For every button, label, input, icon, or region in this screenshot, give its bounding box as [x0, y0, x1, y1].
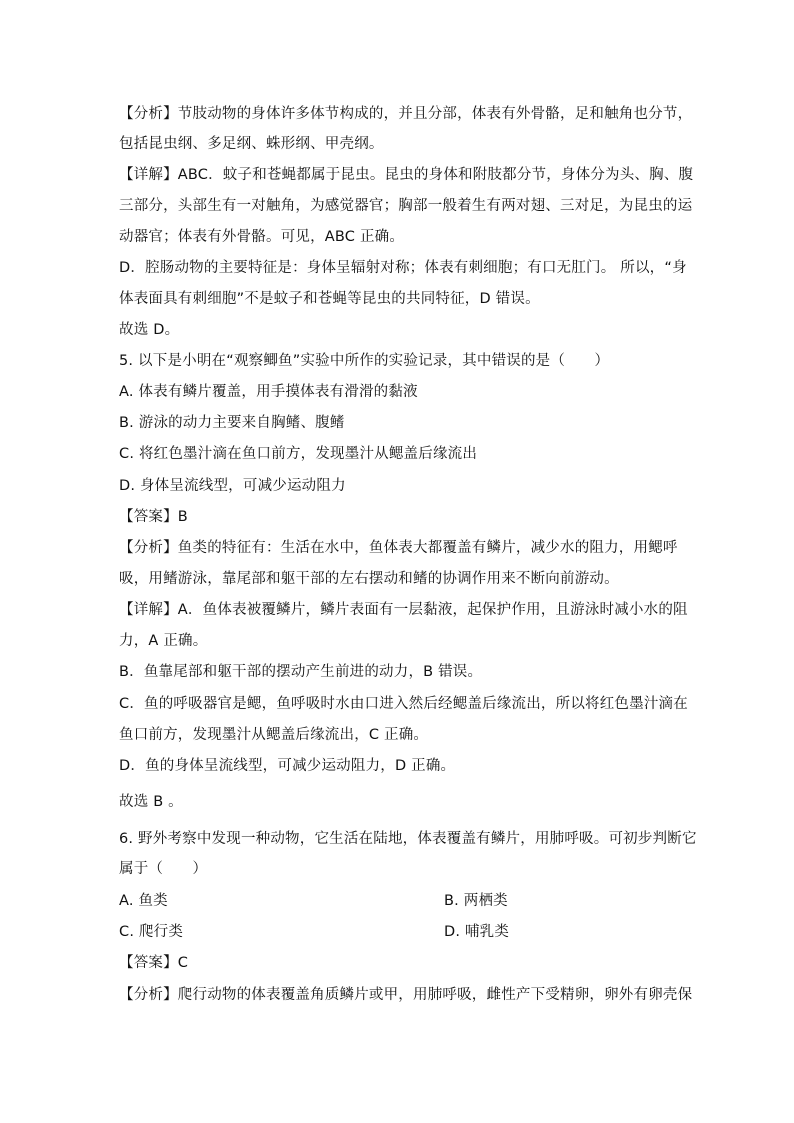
q5-option-a: A. 体表有鳞片覆盖，用手摸体表有滑滑的黏液: [119, 384, 418, 400]
q5-analysis-line-1: 【分析】鱼类的特征有：生活在水中，鱼体表大都覆盖有鳞片，减少水的阻力，用鳃呼: [119, 540, 678, 556]
q6-option-c: C. 爬行类: [119, 924, 184, 940]
q4-detail-line-2: 三部分，头部生有一对触角，为感觉器官；胸部一般着生有两对翅、三对足，为昆虫的运: [119, 198, 693, 214]
q4-detail-line-3: 动器官；体表有外骨骼。可见，ABC 正确。: [119, 229, 405, 245]
q6-option-a: A. 鱼类: [119, 893, 168, 909]
q6-analysis-line-1: 【分析】爬行动物的体表覆盖角质鳞片或甲，用肺呼吸，雌性产下受精卵，卵外有卵壳保: [119, 987, 693, 1003]
q5-option-b: B. 游泳的动力主要来自胸鳍、腹鳍: [119, 415, 345, 431]
q5-detail-line-3: B．鱼靠尾部和躯干部的摆动产生前进的动力，B 错误。: [119, 664, 483, 680]
q4-analysis-line-2: 包括昆虫纲、多足纲、蛛形纲、甲壳纲。: [119, 136, 384, 152]
q5-analysis-line-2: 吸，用鳍游泳，靠尾部和躯干部的左右摆动和鳍的协调作用来不断向前游动。: [119, 571, 619, 587]
q6-option-b: B. 两栖类: [444, 893, 508, 909]
q4-detail-line-4: D．腔肠动物的主要特征是：身体呈辐射对称；体表有刺细胞；有口无肛门。 所以，“身: [119, 260, 687, 276]
q5-detail-line-1: 【详解】A．鱼体表被覆鳞片，鳞片表面有一层黏液，起保护作用，且游泳时减小水的阻: [119, 602, 688, 618]
q5-detail-line-5: 鱼口前方，发现墨汁从鳃盖后缘流出，C 正确。: [119, 727, 429, 743]
q5-detail-line-2: 力，A 正确。: [119, 633, 208, 649]
q5-option-d: D. 身体呈流线型，可减少运动阻力: [119, 478, 346, 494]
q6-answer: 【答案】C: [119, 955, 189, 971]
q4-detail-line-1: 【详解】ABC．蚊子和苍蝇都属于昆虫。昆虫的身体和附肢都分节，身体分为头、胸、腹: [119, 167, 694, 183]
q6-option-d: D. 哺乳类: [444, 924, 510, 940]
q5-stem: 5. 以下是小明在“观察鲫鱼”实验中所作的实验记录，其中错误的是（ ）: [119, 353, 610, 369]
q6-stem-line-1: 6. 野外考察中发现一种动物，它生活在陆地，体表覆盖有鳞片，用肺呼吸。可初步判断它: [119, 831, 697, 847]
q5-option-c: C. 将红色墨汁滴在鱼口前方，发现墨汁从鳃盖后缘流出: [119, 446, 478, 462]
q6-stem-line-2: 属于（ ）: [119, 861, 208, 877]
q4-detail-line-5: 体表面具有刺细胞”不是蚊子和苍蝇等昆虫的共同特征，D 错误。: [119, 291, 540, 307]
q5-detail-line-6: D．鱼的身体呈流线型，可减少运动阻力，D 正确。: [119, 758, 456, 774]
q5-answer: 【答案】B: [119, 509, 188, 525]
q4-analysis-line-1: 【分析】节肢动物的身体许多体节构成的，并且分部，体表有外骨骼，足和触角也分节，: [119, 106, 693, 122]
q5-conclusion: 故选 B 。: [119, 794, 183, 810]
q5-detail-line-4: C．鱼的呼吸器官是鳃，鱼呼吸时水由口进入然后经鳃盖后缘流出，所以将红色墨汁滴在: [119, 696, 688, 712]
q4-conclusion: 故选 D。: [119, 322, 180, 338]
